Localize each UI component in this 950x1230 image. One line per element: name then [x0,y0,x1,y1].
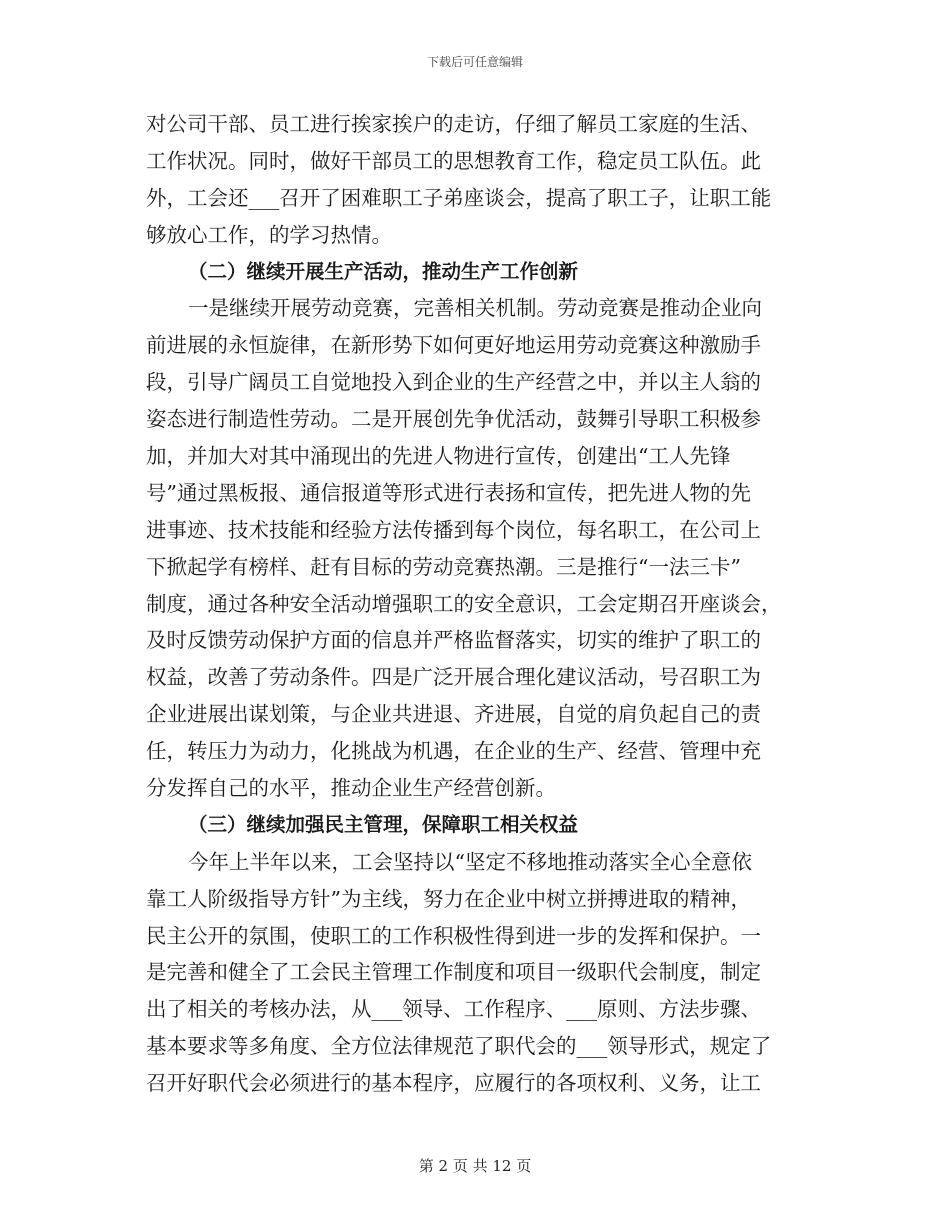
text-line: 靠工人阶级指导方针”为主线，努力在企业中树立拼搏进取的精神， [146,886,751,911]
text-line: 及时反馈劳动保护方面的信息并严格监督落实，切实的维护了职工的 [146,628,761,653]
text-line: 企业进展出谋划策，与企业共进退、齐进展，自觉的肩负起自己的责 [146,702,761,727]
page-header: 下载后可任意编辑 [426,55,523,69]
text-line: 出了相关的考核办法，从___领导、工作程序、___原则、方法步骤、 [146,997,761,1022]
text-line: 够放心工作，的学习热情。 [146,222,392,247]
text-line: 权益，改善了劳动条件。四是广泛开展合理化建议活动，号召职工为 [146,665,761,690]
document-body [146,106,806,1102]
text-line: 加，并加大对其中涌现出的先进人物进行宣传，创建出“工人先锋 [146,444,731,469]
page-footer: 第 2 页 共 12 页 [418,1157,532,1175]
text-line: 制度，通过各种安全活动增强职工的安全意识，工会定期召开座谈会， [146,591,782,616]
text-line: 分发挥自己的水平，推动企业生产经营创新。 [146,776,556,801]
text-line: 是完善和健全了工会民主管理工作制度和项目一级职代会制度，制定 [146,960,761,985]
section-heading: （二）继续开展生产活动，推动生产工作创新 [188,259,579,283]
paragraph-start-line: 一是继续开展劳动竞赛，完善相关机制。劳动竞赛是推动企业向 [188,296,762,321]
text-line: 基本要求等多角度、全方位法律规范了职代会的___领导形式，规定了 [146,1034,772,1059]
text-line: 对公司干部、员工进行挨家挨户的走访，仔细了解员工家庭的生活、 [146,112,761,136]
text-line: 段，引导广阔员工自觉地投入到企业的生产经营之中，并以主人翁的 [146,370,761,395]
text-line: 民主公开的氛围，使职工的工作积极性得到进一步的发挥和保护。一 [146,923,761,948]
text-line: 外，工会还___召开了困难职工子弟座谈会，提高了职工子，让职工能 [146,185,772,210]
text-line: 下掀起学有榜样、赶有目标的劳动竞赛热潮。三是推行“一法三卡” [146,554,741,579]
text-line: 任，转压力为动力，化挑战为机遇，在企业的生产、经营、管理中充 [146,739,761,764]
text-line: 姿态进行制造性劳动。二是开展创先争优活动，鼓舞引导职工积极参 [146,407,761,432]
text-line: 进事迹、技术技能和经验方法传播到每个岗位，每名职工，在公司上 [146,517,761,542]
text-line: 前进展的永恒旋律，在新形势下如何更好地运用劳动竞赛这种激励手 [146,333,761,358]
text-line: 号”通过黑板报、通信报道等形式进行表扬和宣传，把先进人物的先 [146,480,751,505]
text-line: 召开好职代会必须进行的基本程序，应履行的各项权利、义务，让工 [146,1071,761,1096]
paragraph-start-line: 今年上半年以来，工会坚持以“坚定不移地推动落实全心全意依 [188,849,752,874]
section-heading: （三）继续加强民主管理，保障职工相关权益 [188,812,579,836]
text-line: 工作状况。同时，做好干部员工的思想教育工作，稳定员工队伍。此 [146,148,761,173]
